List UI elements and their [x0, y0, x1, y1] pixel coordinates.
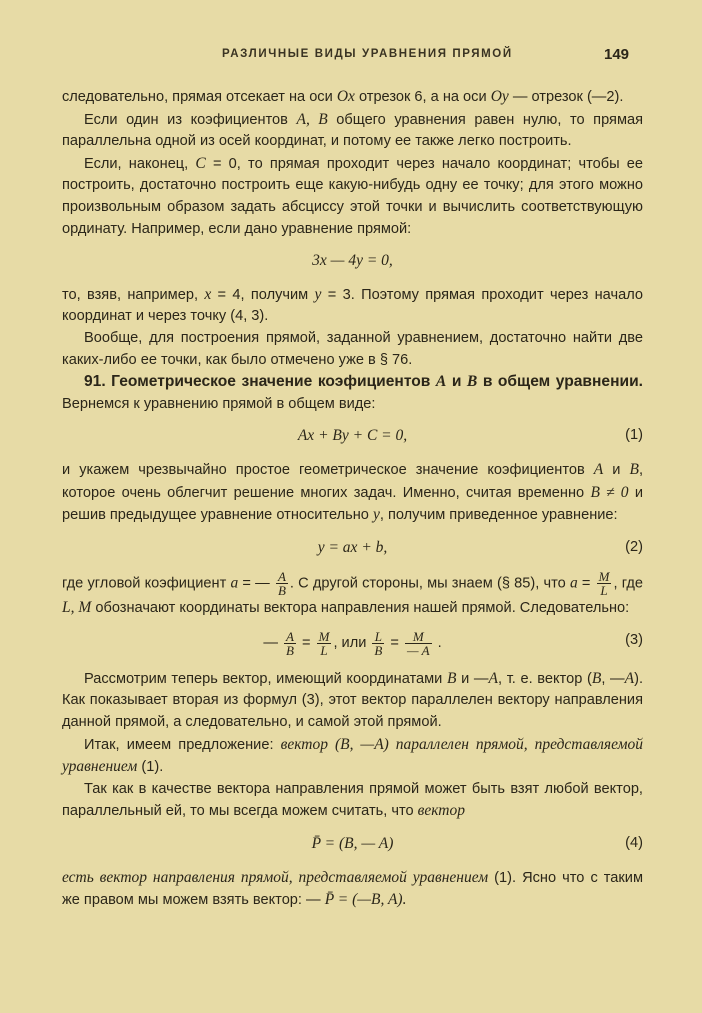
equation-number: (4): [625, 835, 643, 852]
text-run: Вернемся к уравнению прямой в общем виде:: [62, 395, 376, 412]
text-run: , которое очень облегчит решение многих задач. Именно, считая временно: [62, 461, 644, 501]
text-run: общего уравнения равен нулю, то прямая параллельна одной из осей координат, и потому ее также легко построить.: [62, 111, 643, 150]
math-text: y = ax + b,: [317, 538, 388, 556]
text-run: .: [433, 635, 442, 652]
text-run: . С другой стороны, мы знаем (§ 85), что: [289, 575, 570, 592]
text-run: (1).: [137, 759, 164, 776]
text-run: 91. Геометрическое значение коэфициентов: [84, 373, 436, 391]
math-text: B: [629, 460, 639, 478]
math-text: B: [591, 669, 602, 687]
math-text: вектор (B, —A) параллелен прямой, представляемой уравнением: [62, 735, 643, 776]
text-run: , —: [601, 670, 625, 687]
paragraph: [62, 668, 643, 734]
text-run: , т. е. вектор (: [497, 670, 592, 687]
math-text: есть вектор направления прямой, представляемой уравнением: [62, 868, 489, 886]
equation-number: (2): [625, 538, 643, 555]
text-run: —: [263, 635, 282, 652]
text-run: где угловой коэфициент: [62, 575, 231, 592]
text-run: ). Как показывает вторая из формул (3), этот вектор параллелен вектору направления данной прямой, а следовательно, и самой этой прямой.: [62, 670, 644, 731]
text-run: Так как в качестве вектора направления прямой может быть взят любой вектор, параллельный ей, то мы всегда можем считать, что: [62, 780, 643, 820]
display-formula: [62, 630, 643, 657]
paragraph: [62, 570, 643, 620]
math-text: Ox: [336, 88, 355, 105]
math-text: вектор: [417, 802, 465, 820]
text-run: = 3. Поэтому прямая проходит через начало координат и через точку (4, 3).: [62, 286, 643, 325]
paragraph: [62, 779, 643, 823]
text-run: то, взяв, например,: [62, 286, 205, 303]
fraction: $\frac{M}{— A}$: [407, 628, 430, 658]
math-text: A: [593, 460, 604, 478]
display-formula: [62, 537, 643, 560]
text-run: и укажем чрезвычайно простое геометрическое значение коэфициентов: [62, 461, 594, 478]
math-text: a: [569, 574, 578, 592]
math-text: P̄ = (—B, A).: [324, 891, 407, 909]
display-formula: [62, 250, 643, 273]
formula-body: [263, 628, 442, 658]
math-text: B ≠ 0: [590, 483, 629, 501]
text-run: и: [446, 373, 467, 391]
text-run: следовательно, прямая отсекает на оси: [62, 89, 337, 105]
text-run: = 4, получим: [211, 286, 315, 303]
math-text: y: [372, 506, 380, 524]
fraction: $\frac{A}{B}$: [286, 628, 294, 658]
math-text: C: [195, 154, 206, 172]
text-run: обозначают координаты вектора направления нашей прямой. Следовательно:: [91, 600, 630, 617]
formula-body: [312, 836, 394, 852]
math-text: 3x — 4y = 0,: [312, 252, 393, 270]
text-run: = 0, то прямая проходит через начало координат; чтобы ее построить, достаточно построить еще какую-нибудь одну ее точку; для этого можно произвольным образом задать абсциссу этой точки и вычислить соответствующую ординату. Например, если дано уравнение прямой:: [62, 155, 643, 237]
fraction: $\frac{A}{B}$: [277, 569, 286, 599]
fraction: $\frac{M}{L}$: [598, 569, 610, 599]
text-run: и решив предыдущее уравнение относительно: [62, 484, 643, 524]
math-text: Oy: [490, 88, 509, 105]
text-run: Если, наконец,: [84, 155, 196, 172]
text-run: и —: [456, 670, 489, 687]
paragraph: [62, 86, 643, 109]
section-heading-paragraph: [62, 371, 643, 415]
paragraph: [62, 459, 643, 527]
display-formula: [62, 833, 643, 856]
math-text: A: [435, 373, 447, 391]
math-text: P̄ = (B, — A): [311, 835, 394, 853]
paragraph: [62, 109, 643, 153]
paragraph: [62, 284, 643, 328]
math-text: B: [446, 669, 457, 687]
display-formula: [62, 425, 643, 448]
text-run: =: [577, 575, 595, 592]
math-text: A: [624, 669, 635, 687]
text-run: Если один из коэфициентов: [84, 111, 297, 128]
formula-body: [318, 540, 388, 556]
equation-number: (3): [625, 631, 643, 648]
text-run: (1). Ясно что с таким же правом мы можем взять вектор: —: [62, 869, 643, 909]
math-text: B: [466, 373, 478, 391]
math-text: Ax + By + C = 0,: [297, 427, 408, 445]
paragraph: [62, 867, 643, 912]
fraction: $\frac{L}{B}$: [374, 628, 383, 658]
page-body: [62, 86, 643, 912]
formula-body: [312, 253, 393, 269]
text-run: =: [386, 635, 404, 652]
formula-body: [298, 428, 407, 444]
page-number: 149: [604, 46, 630, 63]
equation-number: (1): [625, 427, 643, 444]
text-run: и: [603, 461, 630, 478]
math-text: x: [204, 285, 212, 303]
text-run: Итак, имеем предложение:: [84, 736, 281, 753]
math-text: L, M: [62, 599, 92, 617]
paragraph: [62, 153, 643, 240]
text-run: , получим приведенное уравнение:: [379, 507, 618, 524]
text-run: =: [297, 635, 315, 652]
text-run: отрезок 6, а на оси: [354, 89, 491, 105]
text-run: , где: [613, 575, 644, 592]
text-run: = —: [238, 575, 274, 592]
text-run: , или: [333, 635, 371, 652]
math-text: a: [230, 574, 239, 592]
math-text: y: [314, 285, 322, 303]
running-header: [0, 46, 702, 66]
running-title: РАЗЛИЧНЫЕ ВИДЫ УРАВНЕНИЯ ПРЯМОЙ: [222, 48, 513, 60]
text-run: — отрезок (—2).: [508, 89, 624, 105]
text-run: в общем уравнении.: [477, 373, 643, 391]
text-run: Рассмотрим теперь вектор, имеющий координатами: [84, 670, 447, 687]
text-run: Вообще, для построения прямой, заданной уравнением, достаточно найти две каких-либо ее точки, как было отмечено уже в § 76.: [62, 329, 643, 368]
paragraph: [62, 328, 643, 371]
math-text: A: [488, 669, 498, 687]
fraction: $\frac{M}{L}$: [318, 628, 330, 658]
math-text: A, B: [296, 110, 328, 128]
paragraph: [62, 734, 643, 779]
